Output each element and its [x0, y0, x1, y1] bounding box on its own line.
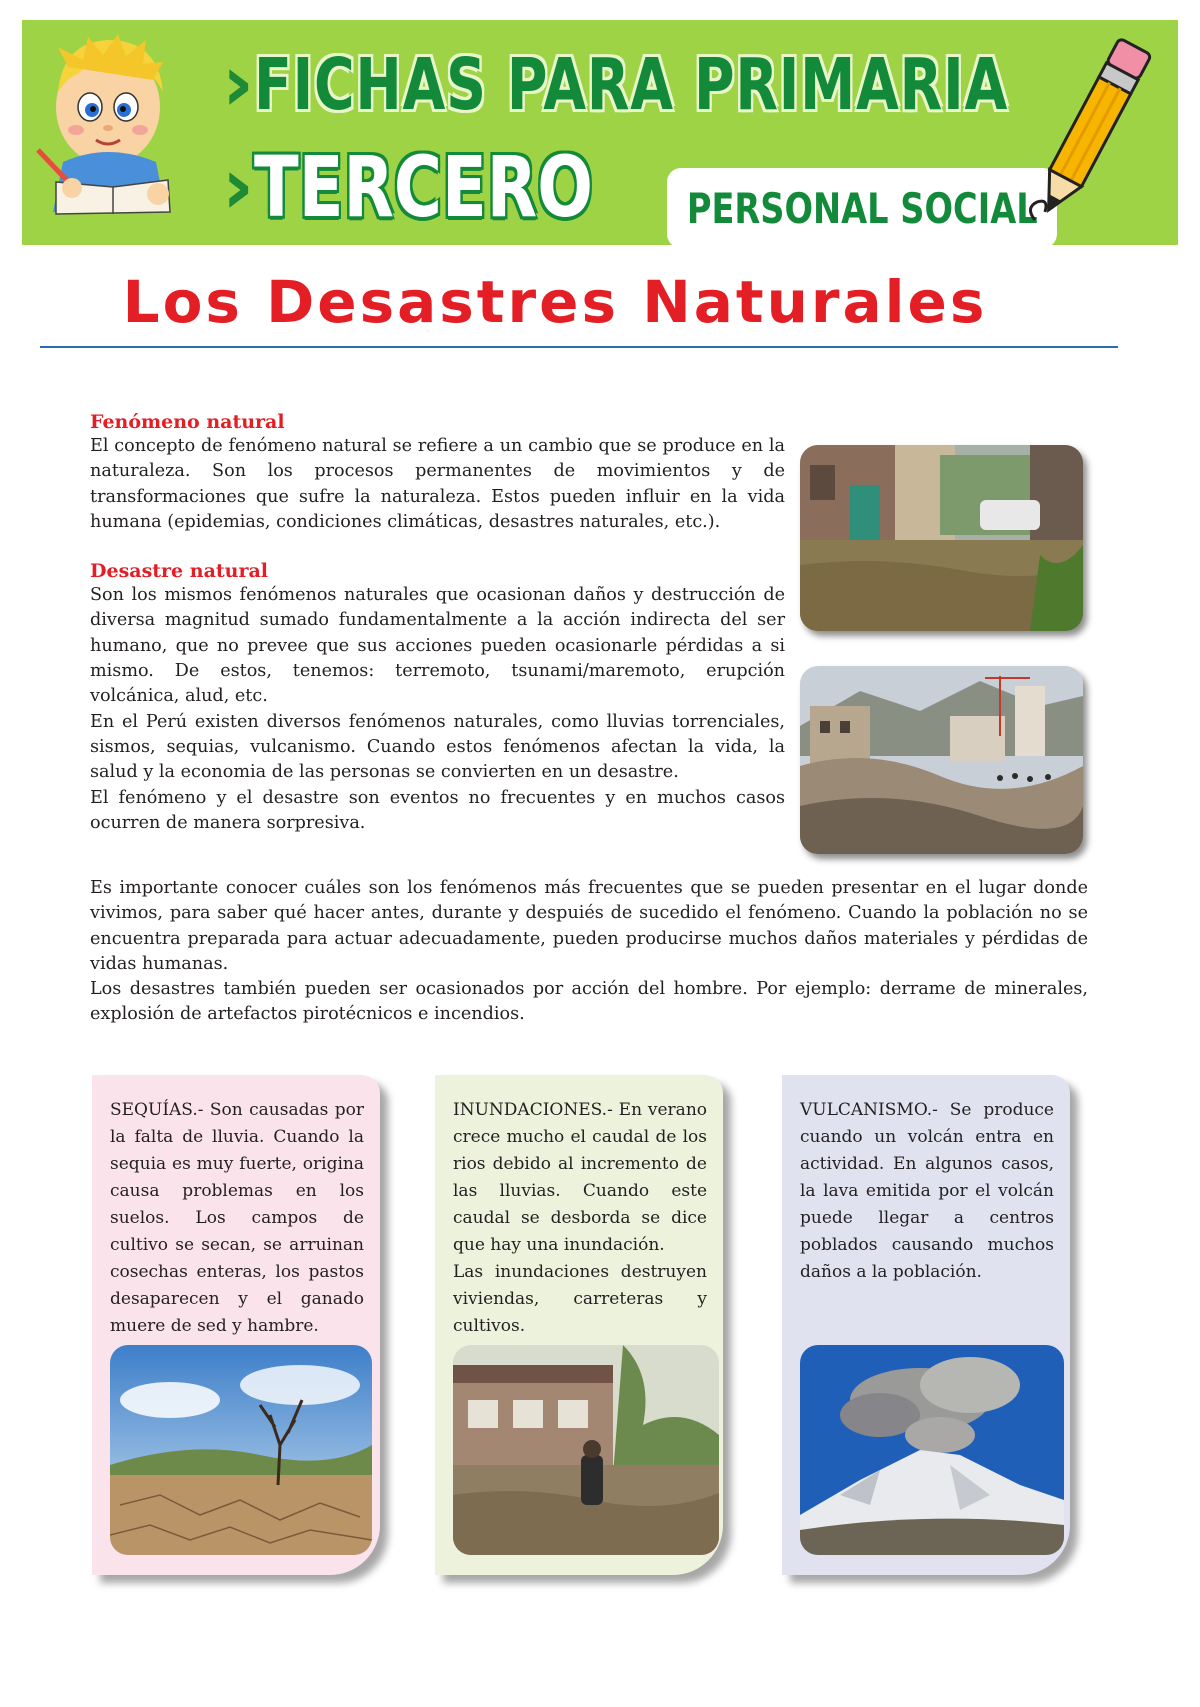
grade-title: TERCERO — [254, 138, 594, 236]
inundaciones-text-2: Las inundaciones destruyen viviendas, carreteras y cultivos. — [453, 1262, 707, 1336]
subject-label: PERSONAL SOCIAL — [686, 183, 1038, 233]
fenomeno-paragraph: El concepto de fenómeno natural se refiere a un cambio que se produce en la naturaleza. Son los procesos permanentes de movimientos y de transformaciones que sufre la naturaleza. Estos pueden influir en la vida humana (epidemias, condiciones climáticas, desastres naturales, etc.). — [90, 436, 785, 532]
desastre-paragraph-1: Son los mismos fenómenos naturales que ocasionan daños y destrucción de diversa magnitud sumado fundamentalmente a la acción indirecta del ser humano, que no prevee que sus acciones pueden ocasionarle pérdidas a si mismo. De estos, tenemos: terremoto, tsunami/maremoto, erupción volcánica, alud, etc. — [90, 585, 785, 707]
desastre-heading: Desastre natural — [90, 560, 269, 583]
grade-title-row — [222, 138, 594, 236]
fenomeno-heading: Fenómeno natural — [90, 411, 285, 433]
chevron-icon: › — [222, 142, 255, 232]
flooded-street-photo — [800, 445, 1083, 631]
full-width-text — [90, 876, 1088, 1028]
desastre-paragraph-4: Es importante conocer cuáles son los fenómenos más frecuentes que se pueden presentar en el lugar donde vivimos, para saber qué hacer antes, durante y despuiés de sucedido el fenómeno. Cuando la población no se encuentra preparada para actuar adecuadamente, pueden producirse muchos daños materiales y pérdidas de vidas humanas. — [90, 878, 1088, 974]
vulcanismo-text: VULCANISMO.- Se produce cuando un volcán entra en actividad. En algunos casos, la lava emitida por el volcán puede llegar a centros poblados causando muchos daños a la población. — [800, 1100, 1054, 1282]
card-sequias — [92, 1075, 380, 1575]
sequias-text: SEQUÍAS.- Son causadas por la falta de lluvia. Cuando la sequia es muy fuerte, origina causa problemas en los suelos. Los campos de cultivo se secan, se arruinan cosechas enteras, los pastos desaparecen y el ganado muere de sed y hambre. — [110, 1100, 364, 1336]
desastre-paragraph-3: El fenómeno y el desastre son eventos no frecuentes y en muchos casos ocurren de manera sorpresiva. — [90, 787, 785, 833]
subject-badge — [667, 168, 1057, 248]
drought-photo — [110, 1345, 372, 1555]
pencil-illustration — [1015, 30, 1165, 230]
title-divider — [40, 346, 1118, 348]
desastre-paragraph-5: Los desastres también pueden ser ocasionados por acción del hombre. Por ejemplo: derrame de minerales, explosión de artefactos pirotécnicos e incendios. — [90, 979, 1088, 1025]
rubble-town-photo — [800, 666, 1083, 854]
card-text — [110, 1097, 364, 1340]
flood-photo — [453, 1345, 719, 1555]
header-banner — [22, 20, 1178, 245]
card-inundaciones — [435, 1075, 723, 1575]
page-title: Los Desastres Naturales — [122, 268, 988, 336]
student-illustration — [28, 22, 193, 222]
series-title: FICHAS PARA PRIMARIA — [254, 42, 1009, 126]
card-vulcanismo — [782, 1075, 1070, 1575]
card-text — [453, 1097, 707, 1340]
intro-text-column — [90, 410, 785, 836]
card-text — [800, 1097, 1054, 1286]
chevron-icon: › — [222, 39, 255, 129]
desastre-paragraph-2: En el Perú existen diversos fenómenos naturales, como lluvias torrenciales, sismos, sequias, vulcanismo. Cuando estos fenómenos afectan la vida, la salud y la economia de las personas se convierten en un desastre. — [90, 711, 785, 783]
inundaciones-text: INUNDACIONES.- En verano crece mucho el caudal de los rios debido al incremento de las lluvias. Cuando este caudal se desborda se dice que hay una inundación. — [453, 1100, 707, 1255]
volcano-photo — [800, 1345, 1064, 1555]
